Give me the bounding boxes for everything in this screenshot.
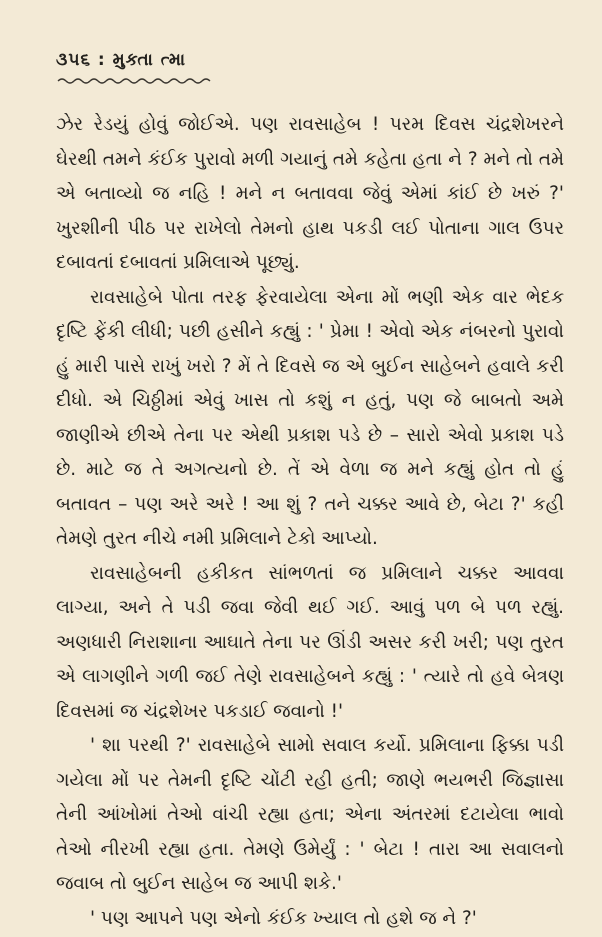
running-head: ૩૫૬ : મુક્તા ત્મા <box>56 50 186 70</box>
paragraph-3: રાવસાહેબની હકીકત સાંભળતાં જ પ્રમિલાને ચક્કર આવવા લાગ્યા, અને તે પડી જવા જેવી થઈ ગઈ. આવું પળ બે પળ રહ્યું. અણધારી નિરાશાના આઘાતે તેના પર ઊંડી અસર કરી ખરી; પણ તુરત એ લાગણીને ગળી જઈ તેણે રાવસાહેબને કહ્યું : ' ત્યારે તો હવે બેત્રણ દિવસમાં જ ચંદ્રશેખર પકડાઈ જવાનો !' <box>56 562 564 722</box>
paragraph-4: ' શા પરથી ?' રાવસાહેબે સામો સવાલ કર્યો. પ્રમિલાના ફિક્કા પડી ગયેલા મોં પર તેમની દૃષ્ટિ ચોંટી રહી હતી; જાણે ભયભરી જિજ્ઞાસા તેની આંખોમાં તેઓ વાંચી રહ્યા હતા; એના અંતરમાં દટાયેલા ભાવો તેઓ નીરખી રહ્યા હતા. તેમણે ઉમેર્યું : ' બેટા ! તારા આ સવાલનો જવાબ તો બુઈન સાહેબ જ આપી શકે.' <box>56 735 564 894</box>
paragraph-5: ' પણ આપને પણ એનો કંઈક ખ્યાલ તો હશે જ ને ?' <box>90 907 477 929</box>
paragraph-2: રાવસાહેબે પોતા તરફ ફેરવાયેલા એના મોં ભણી એક વાર ભેદક દૃષ્ટિ ફેંકી લીધી; પછી હસીને કહ્યું : ' પ્રેમા ! એવો એક નંબરનો પુરાવો હું મારી પાસે રાખું ખરો ? મેં તે દિવસે જ એ બુઈન સાહેબને હવાલે કરી દીધો. એ ચિઠ્ઠીમાં એવું ખાસ તો કશું ન હતું, પણ જે બાબતો અમે જાણીએ છીએ તેના પર એથી પ્રકાશ પડે છે – સારો એવો પ્રકાશ પડે છે. માટે જ તે અગત્યનો છે. તેં એ વેળા જ મને કહ્યું હોત તો હું બતાવત – પણ અરે અરે ! આ શું ? તને ચક્કર આવે છે, બેટા ?' કહી તેમણે તુરત નીચે નમી પ્રમિલાને ટેકો આપ્યો. <box>56 286 564 549</box>
wavy-underline-ornament <box>56 76 216 86</box>
paragraph-1: ઝેર રેડયું હોવું જોઈએ. પણ રાવસાહેબ ! પરમ દિવસ ચંદ્રશેખરને ઘેરથી તમને કંઈક પુરાવો મળી ગયાનું તમે કહેતા હતા ને ? મને તો તમે એ બતાવ્યો જ નહિ ! મને ન બતાવવા જેવું એમાં કાંઈ છે ખરું ?' ખુરશીની પીઠ પર રાખેલો તેમનો હાથ પકડી લઈ પોતાના ગાલ ઉપર દબાવતાં દબાવતાં પ્રમિલાએ પૂછ્યું. <box>56 114 564 273</box>
